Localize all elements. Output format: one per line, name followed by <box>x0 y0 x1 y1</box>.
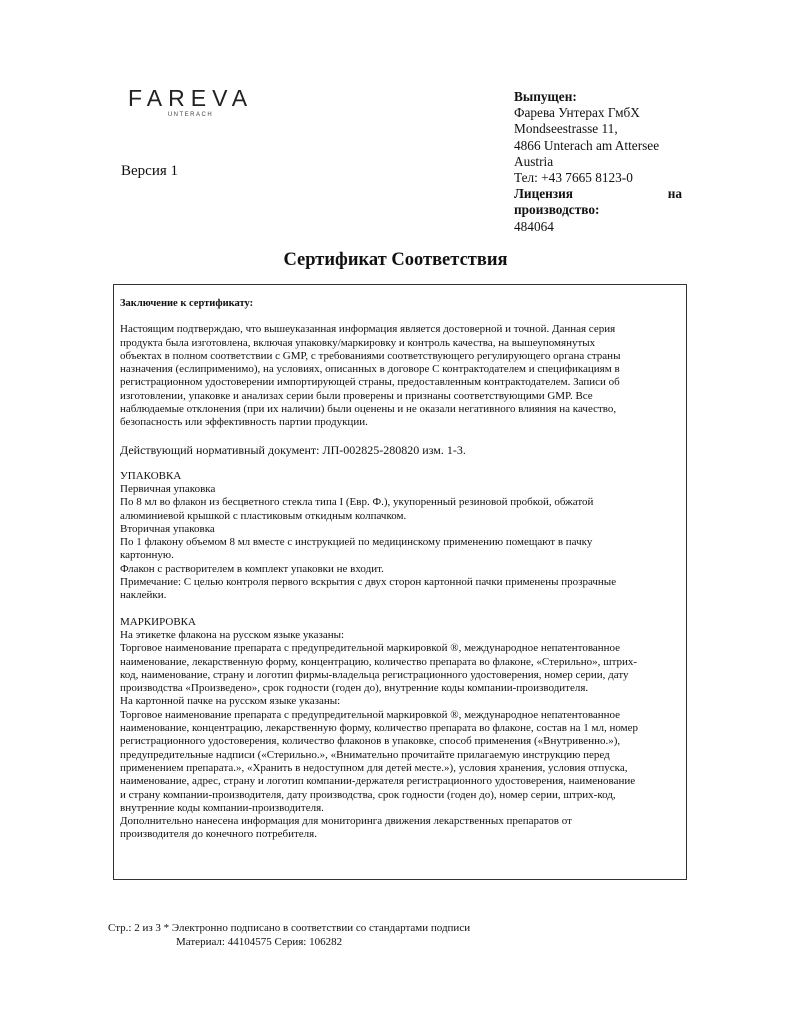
labeling-line: производителя до конечного потребителя. <box>120 828 317 841</box>
conclusion-line: объектах в полном соответствии с GMP, с требованиями соответствующего регулирующего органа страны <box>120 349 621 362</box>
labeling-line: наименование, адрес, страну и логотип компании-держателя регистрационного удостоверения, наименование <box>120 775 636 788</box>
issuer-line: Фарева Унтерах ГмбХ <box>514 105 640 121</box>
packaging-line: По 1 флакону объемом 8 мл вместе с инструкцией по медицинскому применению помещают в пачку <box>120 536 593 549</box>
certificate-box <box>113 284 687 880</box>
labeling-line: Дополнительно нанесена информация для мониторинга движения лекарственных препаратов от <box>120 815 572 828</box>
labeling-line: Торговое наименование препарата с предупредительной маркировкой ®, международное непатентованное <box>120 642 621 655</box>
labeling-heading: МАРКИРОВКА <box>120 615 196 628</box>
labeling-line: производства «Произведено», срок годности (годен до), внутренние коды компании-производителя. <box>120 682 589 695</box>
page-footer <box>108 921 470 949</box>
issuer-line: Mondseestrasse 11, <box>514 121 618 137</box>
normative-document: Действующий нормативный документ: ЛП-002825-280820 изм. 1-3. <box>120 442 466 457</box>
conclusion-line: изготовлении, упаковке и анализах серии были проверены и признаны соответствующими GMP. Все <box>120 389 593 402</box>
packaging-line: картонную. <box>120 549 174 562</box>
issuer-line: 4866 Unterach am Attersee <box>514 137 660 153</box>
footer-material-batch: Материал: 44104575 Серия: 106282 <box>176 936 343 948</box>
packaging-heading: УПАКОВКА <box>120 469 182 482</box>
logo-subtitle: UNTERACH <box>167 112 214 118</box>
labeling-line: На этикетке флакона на русском языке указаны: <box>120 628 345 641</box>
labeling-line: На картонной пачке на русском языке указаны: <box>120 695 341 708</box>
conclusion-line: Настоящим подтверждаю, что вышеуказанная информация является достоверной и точной. Данная серия <box>120 323 616 336</box>
certificate-body <box>120 297 680 842</box>
footer-page-signature: Стр.: 2 из 3 * Электронно подписано в соответствии со стандартами подписи <box>108 922 471 934</box>
labeling-line: предупредительные надписи («Стерильно.», «Внимательно прочитайте прилагаемую инструкцию перед <box>120 748 610 761</box>
labeling-line: регистрационного удостоверения, количество флаконов в упаковке, способ применения («Внутривенно.»), <box>120 735 621 748</box>
packaging-line: Флакон с растворителем в комплект упаковки не входит. <box>120 562 384 575</box>
issuer-block <box>514 89 682 235</box>
packaging-line: Примечание: С целью контроля первого вскрытия с двух сторон картонной пачки применены прозрачные <box>120 576 617 589</box>
labeling-line: код, наименование, страну и логотип фирмы-владельца регистрационного удостоверения, номер серии, дату <box>120 668 629 681</box>
issuer-line: Тел: +43 7665 8123-0 <box>514 170 633 186</box>
packaging-line: Вторичная упаковка <box>120 522 215 535</box>
license-label-1: Лицензия <box>514 186 573 202</box>
conclusion-line: назначения (еслиприменимо), на условиях, описанных в договоре С контрактодателем и спецификациям в <box>120 363 620 376</box>
version-label: Версия 1 <box>121 163 178 179</box>
conclusion-line: наблюдаемые отклонения (при их наличии) были оценены и не оказали негативного влияния на качество, <box>120 403 617 416</box>
fareva-logo <box>128 86 253 118</box>
logo-wordmark: FAREVA <box>128 85 254 111</box>
labeling-line: внутренние коды компании-производителя. <box>120 801 324 814</box>
license-number: 484064 <box>514 218 554 234</box>
license-label-2: на <box>667 186 682 202</box>
issuer-label: Выпущен: <box>514 89 577 104</box>
packaging-line: По 8 мл во флакон из бесцветного стекла типа I (Евр. Ф.), укупоренный резиновой пробкой, обжатой <box>120 496 594 509</box>
issuer-line: Austria <box>514 153 554 169</box>
packaging-line: Первичная упаковка <box>120 482 216 495</box>
labeling-line: Торговое наименование препарата с предупредительной маркировкой ®, международное непатентованное <box>120 708 621 721</box>
labeling-line: наименование, лекарственную форму, концентрацию, количество препарата во флаконе, «Стерильно», штрих- <box>120 655 638 668</box>
document-title: Сертификат Соответствия <box>283 250 508 270</box>
conclusion-line: безопасность или эффективность партии продукции. <box>120 416 368 429</box>
license-label-row <box>514 186 682 202</box>
conclusion-line: регистрационном удостоверении импортирующей страны, предоставленным контрактодателем. Записи об <box>120 376 620 389</box>
labeling-line: наименование, концентрацию, лекарственную форму, количество препарата во флаконе, состав на 1 мл, номер <box>120 722 638 735</box>
labeling-line: применением препарата.», «Хранить в недоступном для детей месте.»), условия хранения, условия отпуска, <box>120 761 628 774</box>
labeling-line: и страну компании-производителя, дату производства, срок годности (годен до), номер серии, штрих-код, <box>120 788 616 801</box>
conclusion-line: продукта была изготовлена, включая упаковку/маркировку и контроль качества, на вышеупомянутых <box>120 336 596 349</box>
packaging-line: наклейки. <box>120 589 167 602</box>
conclusion-heading: Заключение к сертификату: <box>120 298 254 309</box>
packaging-line: алюминиевой крышкой с пластиковым откидным колпачком. <box>120 509 407 522</box>
license-label-3: производство: <box>514 202 600 218</box>
